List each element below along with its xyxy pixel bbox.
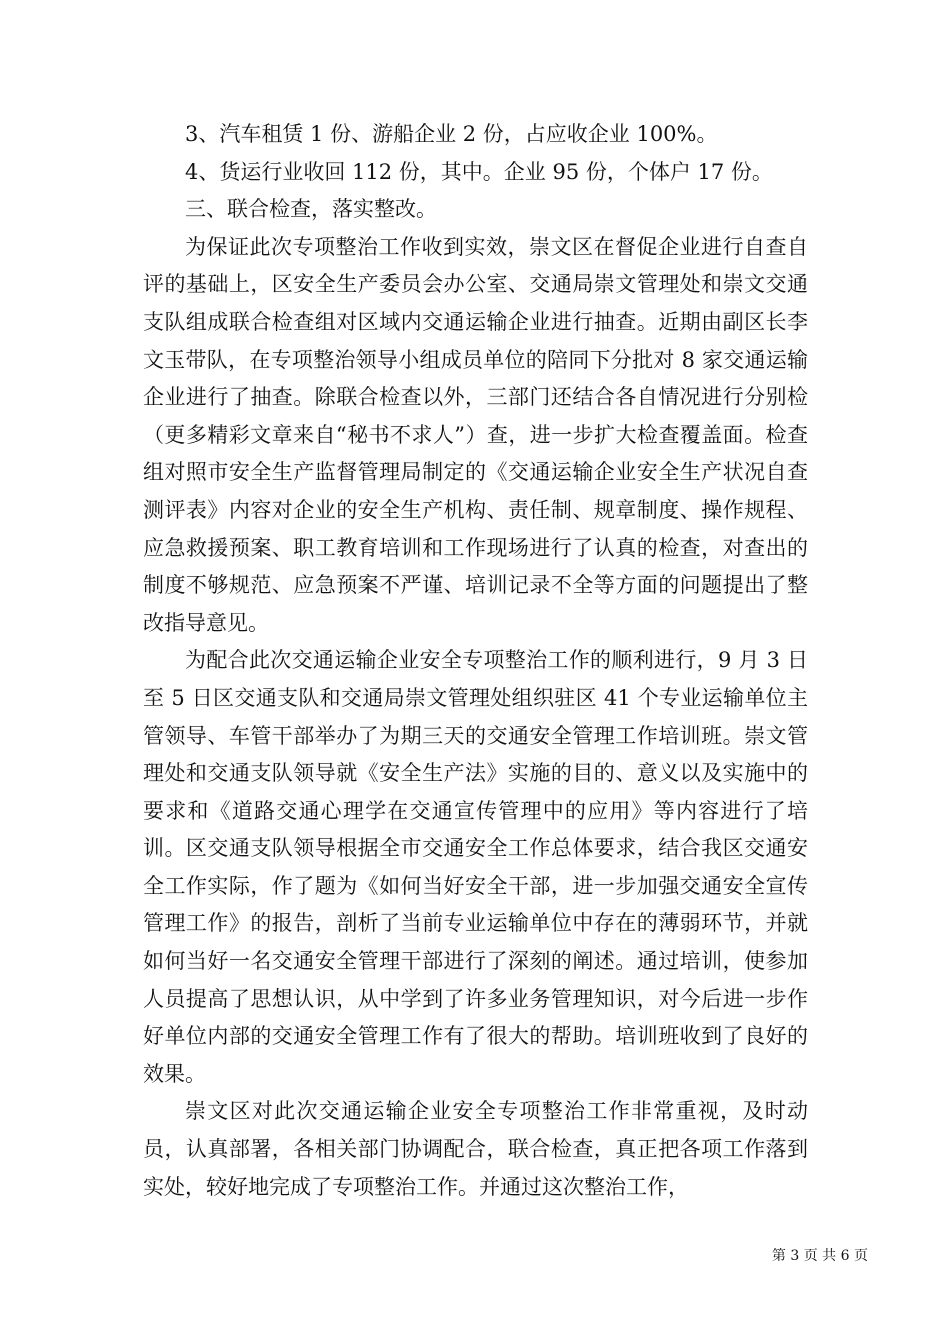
paragraph-summary: 崇文区对此次交通运输企业安全专项整治工作非常重视，及时动员，认真部署，各相关部门协调配合，联合检查，真正把各项工作落到实处，较好地完成了专项整治工作。并通过这次整治工作，	[143, 1099, 808, 1199]
paragraph-item-4: 4、货运行业收回 112 份，其中。企业 95 份，个体户 17 份。	[185, 159, 773, 184]
document-body	[143, 116, 808, 1206]
section-heading-3: 三、联合检查，落实整改。	[185, 197, 437, 222]
paragraph-joint-inspection: 为保证此次专项整治工作收到实效，崇文区在督促企业进行自查自评的基础上，区安全生产委员会办公室、交通局崇文管理处和崇文交通支队组成联合检查组对区域内交通运输企业进行抽查。近期由副区长李文玉带队，在专项整治领导小组成员单位的陪同下分批对 8 家交通运输企业进行了抽查。除联合检查以外，三部门还结合各自情况进行分别检（更多精彩文章来自“秘书不求人”）查，进一步扩大检查覆盖面。检查组对照市安全生产监督管理局制定的《交通运输企业安全生产状况自查测评表》内容对企业的安全生产机构、责任制、规章制度、操作规程、应急救援预案、职工教育培训和工作现场进行了认真的检查，对查出的制度不够规范、应急预案不严谨、培训记录不全等方面的问题提出了整改指导意见。	[143, 234, 808, 635]
page-number-footer: 第 3 页 共 6 页	[771, 1248, 868, 1264]
paragraph-training: 为配合此次交通运输企业安全专项整治工作的顺利进行，9 月 3 日至 5 日区交通支队和交通局崇文管理处组织驻区 41 个专业运输单位主管领导、车管干部举办了为期三天的交通安全管理工作培训班。崇文管理处和交通支队领导就《安全生产法》实施的目的、意义以及实施中的要求和《道路交通心理学在交通宣传管理中的应用》等内容进行了培训。区交通支队领导根据全市交通安全工作总体要求，结合我区交通安全工作实际，作了题为《如何当好安全干部，进一步加强交通安全宣传管理工作》的报告，剖析了当前专业运输单位中存在的薄弱环节，并就如何当好一名交通安全管理干部进行了深刻的阐述。通过培训，使参加人员提高了思想认识，从中学到了许多业务管理知识，对今后进一步作好单位内部的交通安全管理工作有了很大的帮助。培训班收到了良好的效果。	[143, 648, 808, 1086]
paragraph-item-3: 3、汽车租赁 1 份、游船企业 2 份，占应收企业 100%。	[185, 122, 718, 146]
